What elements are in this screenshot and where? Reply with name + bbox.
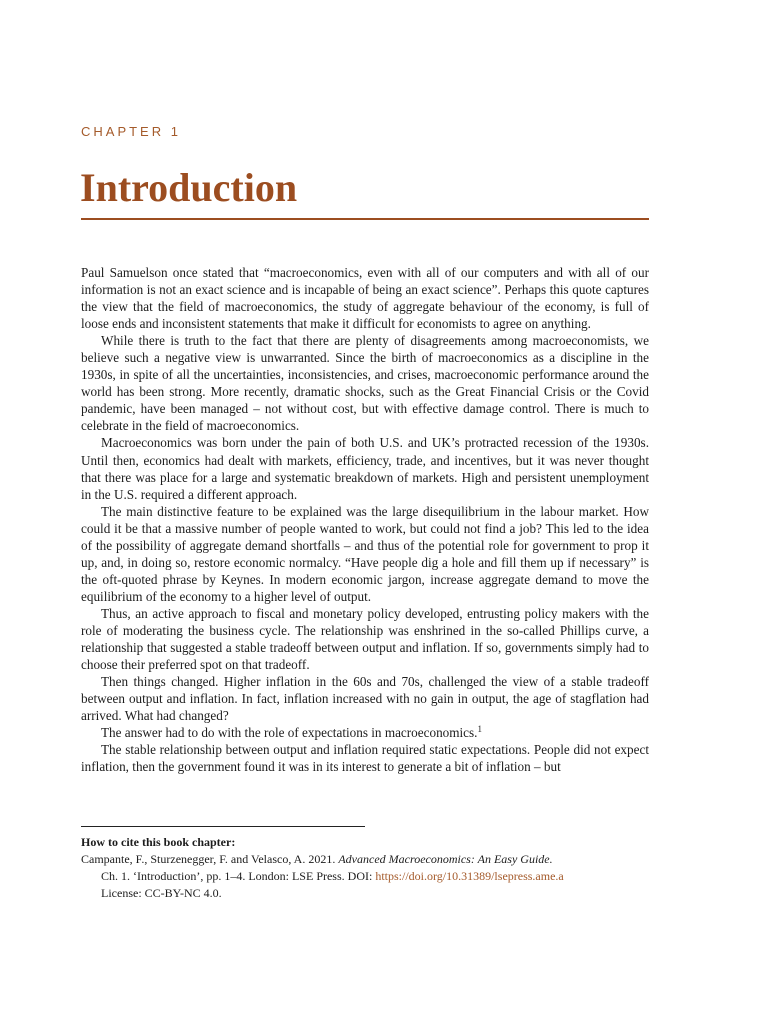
citation-chapter-info: Ch. 1. ‘Introduction’, pp. 1–4. London: LSE Press. DOI: [101,869,376,883]
citation-line-1 [81,851,681,868]
paragraph-4: The main distinctive feature to be explained was the large disequilibrium in the labour market. How could it be that a massive number of people wanted to work, but could not find a job? This led to the idea of the possibility of aggregate demand shortfalls – and thus of the potential role for government to prop it up, and, in doing so, restore economic normalcy. “Have people dig a hole and fill them up if necessary” is the oft-quoted phrase by Keynes. In modern economic jargon, increase aggregate demand to move the equilibrium of the economy to a higher level of output. [81,503,649,604]
chapter-title: Introduction [80,165,298,210]
title-rule [81,218,649,220]
footnote-marker[interactable]: 1 [477,724,482,735]
paragraph-7-text: The answer had to do with the role of expectations in macroeconomics. [101,725,478,741]
chapter-label: CHAPTER 1 [81,124,181,139]
paragraph-6: Then things changed. Higher inflation in the 60s and 70s, challenged the view of a stable tradeoff between output and inflation. In fact, inflation increased with no gain in output, the age of stagflation had arrived. What had changed? [81,674,649,724]
doi-link[interactable]: https://doi.org/10.31389/lsepress.ame.a [375,869,564,883]
paragraph-8: The stable relationship between output and inflation required static expectations. People did not expect inflation, then the government found it was in its interest to generate a bit of inflation – but [81,742,649,775]
paragraph-1: Paul Samuelson once stated that “macroeconomics, even with all of our computers and with all of our information is not an exact science and is incapable of being an exact science”. Perhaps this quote captures the view that the field of macroeconomics, the study of aggregate behaviour of the economy, is full of loose ends and inconsistent statements that make it difficult for economists to agree on anything. [81,265,649,332]
paragraph-5: Thus, an active approach to fiscal and monetary policy developed, entrusting policy makers with the role of moderating the business cycle. The relationship was enshrined in the so-called Phillips curve, a relationship that suggested a stable tradeoff between output and inflation. If so, governments simply had to choose their preferred spot on that tradeoff. [81,605,649,673]
paragraph-2: While there is truth to the fact that there are plenty of disagreements among macroeconomists, we believe such a negative view is unwarranted. Since the birth of macroeconomics as a discipline in the 1930s, in spite of all the uncertainties, inconsistencies, and crises, macroeconomic performance around the world has been strong. More recently, dramatic shocks, such as the Great Financial Crisis or the Covid pandemic, have been managed – not without cost, but with effective damage control. There is much to celebrate in the field of macroeconomics. [81,333,649,434]
citation-license: License: CC-BY-NC 4.0. [101,886,222,900]
chapter-body [81,264,649,775]
citation-authors: Campante, F., Sturzenegger, F. and Velasco, A. 2021. [81,852,339,866]
citation-block [81,834,681,902]
paragraph-3: Macroeconomics was born under the pain of both U.S. and UK’s protracted recession of the 1930s. Until then, economics had dealt with markets, efficiency, trade, and incentives, but it was never thought that there was place for a large and systematic breakdown of markets. High and persistent unemployment in the U.S. required a different approach. [81,435,649,502]
citation-line-2 [81,868,681,885]
citation-heading: How to cite this book chapter: [81,835,236,849]
paragraph-7 [81,724,649,741]
footnote-rule [81,826,365,827]
citation-book-title: Advanced Macroeconomics: An Easy Guide. [338,852,553,866]
